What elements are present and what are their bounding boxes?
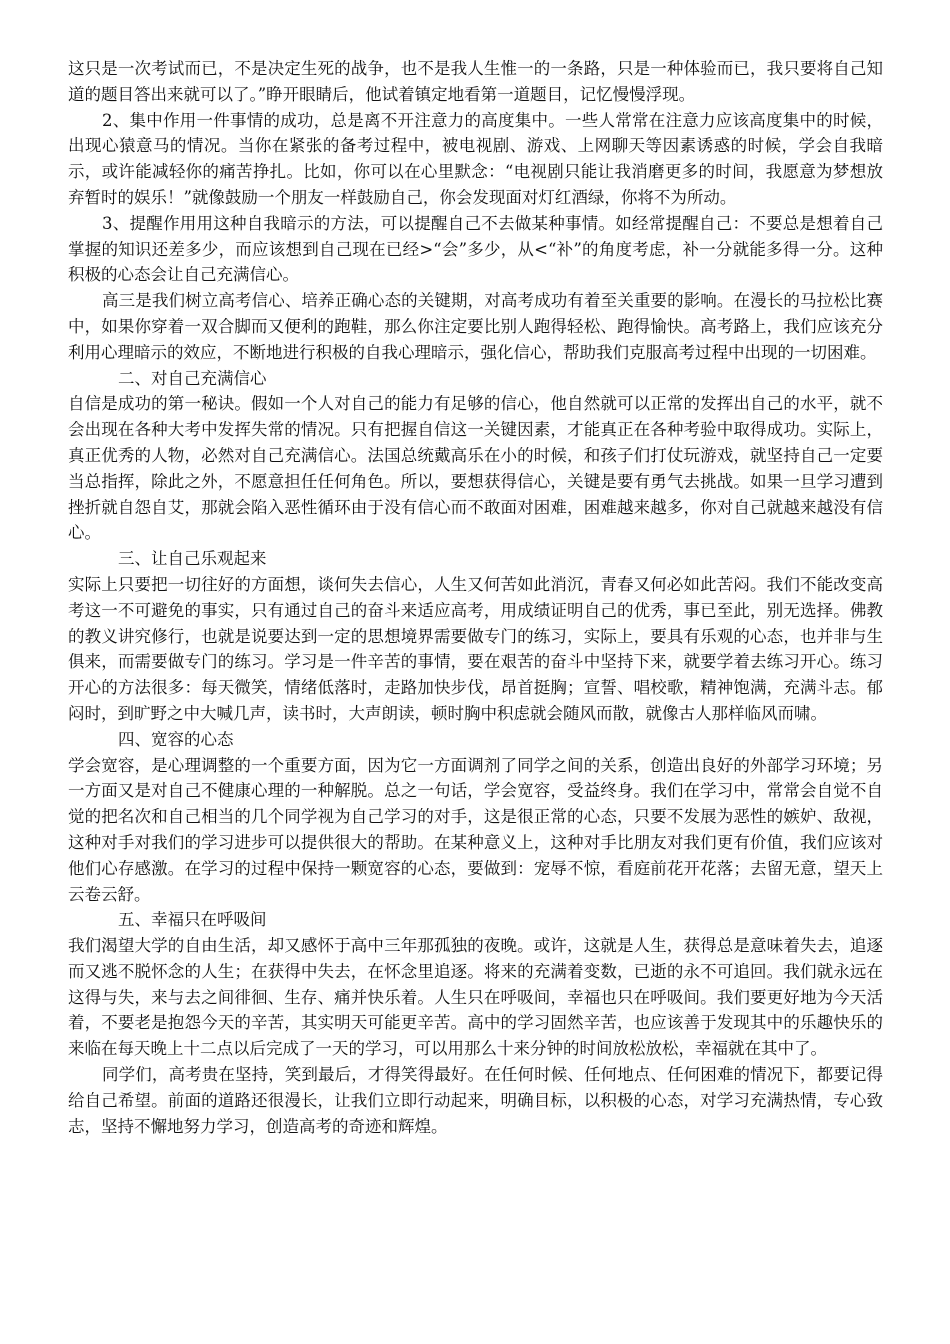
section-heading-confidence: 二、对自己充满信心 — [118, 368, 267, 388]
document-page — [68, 56, 883, 1139]
paragraph-focus-effect: 2、集中作用一件事情的成功，总是离不开注意力的高度集中。一些人常常在注意力应该高度集中的时候，出现心猿意马的情况。当你在紧张的备考过程中，被电视剧、游戏、上网聊天等因素诱惑的时候，学会自我暗示，或许能减轻你的痛苦挣扎。比如，你可以在心里默念：“电视剧只能让我消磨更多的时间，我愿意为梦想放弃暂时的娱乐！”就像鼓励一个朋友一样鼓励自己，你会发现面对灯红酒绿，你将不为所动。 — [68, 110, 883, 207]
paragraph-exam-calm: 这只是一次考试而已，不是决定生死的战争，也不是我人生惟一的一条路，只是一种体验而已，我只要将自己知道的题目答出来就可以了。”睁开眼睛后，他试着镇定地看第一道题目，记忆慢慢浮现。 — [68, 59, 883, 104]
paragraph-confidence: 自信是成功的第一秘诀。假如一个人对自己的能力有足够的信心，他自然就可以正常的发挥出自己的水平，就不会出现在各种大考中发挥失常的情况。只有把握自信这一关键因素，才能真正在各种考验中取得成功。实际上，真正优秀的人物，必然对自己充满信心。法国总统戴高乐在小的时候，和孩子们打仗玩游戏，就坚持自己一定要当总指挥，除此之外，不愿意担任任何角色。所以，要想获得信心，关键是要有勇气去挑战。如果一旦学习遭到挫折就自怨自艾，那就会陷入恶性循环由于没有信心而不敢面对困难，困难越来越多，你对自己就越来越没有信心。 — [68, 394, 883, 543]
paragraph-closing: 同学们，高考贵在坚持，笑到最后，才得笑得最好。在任何时候、任何地点、任何困难的情况下，都要记得给自己希望。前面的道路还很漫长，让我们立即行动起来，明确目标，以积极的心态，对学习充满热情，专心致志，坚持不懈地努力学习，创造高考的奇迹和辉煌。 — [68, 1065, 883, 1136]
section-heading-optimism: 三、让自己乐观起来 — [118, 549, 267, 569]
paragraph-senior-year: 高三是我们树立高考信心、培养正确心态的关键期，对高考成功有着至关重要的影响。在漫长的马拉松比赛中，如果你穿着一双合脚而又便利的跑鞋，那么你注定要比别人跑得轻松、跑得愉快。高考路上，我们应该充分利用心理暗示的效应，不断地进行积极的自我心理暗示，强化信心，帮助我们克服高考过程中出现的一切困难。 — [68, 291, 883, 362]
paragraph-reminder-effect: 3、提醒作用用这种自我暗示的方法，可以提醒自己不去做某种事情。如经常提醒自己：不要总是想着自己掌握的知识还差多少，而应该想到自己现在已经>“会”多少，从<“补”的角度考虑，补一分就能多得一分。这种积极的心态会让自己充满信心。 — [68, 213, 883, 285]
paragraph-optimism: 实际上只要把一切往好的方面想，谈何失去信心，人生又何苦如此消沉，青春又何必如此苦闷。我们不能改变高考这一不可避免的事实，只有通过自己的奋斗来适应高考，用成绩证明自己的优秀，事已至此，别无选择。佛教的教义讲究修行，也就是说要达到一定的思想境界需要做专门的练习，实际上，要具有乐观的心态，也并非与生俱来，而需要做专门的练习。学习是一件辛苦的事情，要在艰苦的奋斗中坚持下来，就要学着去练习开心。练习开心的方法很多：每天微笑，情绪低落时，走路加快步伐，昂首挺胸；宣誓、唱校歌，精神饱满，充满斗志。郁闷时，到旷野之中大喊几声，读书时，大声朗读，顿时胸中积虑就会随风而散，就像古人那样临风而啸。 — [68, 574, 883, 723]
paragraph-tolerance: 学会宽容，是心理调整的一个重要方面，因为它一方面调剂了同学之间的关系，创造出良好的外部学习环境；另一方面又是对自己不健康心理的一种解脱。总之一句话，学会宽容，受益终身。我们在学习中，常常会自觉不自觉的把名次和自己相当的几个同学视为自己学习的对手，这是很正常的心态，只要不发展为恶性的嫉妒、敌视，这种对手对我们的学习进步可以提供很大的帮助。在某种意义上，这种对手比朋友对我们更有价值，我们应该对他们心存感激。在学习的过程中保持一颗宽容的心态，要做到：宠辱不惊，看庭前花开花落；去留无意，望天上云卷云舒。 — [68, 755, 883, 904]
section-heading-tolerance: 四、宽容的心态 — [118, 729, 234, 749]
section-heading-happiness: 五、幸福只在呼吸间 — [118, 910, 267, 930]
paragraph-happiness: 我们渴望大学的自由生活，却又感怀于高中三年那孤独的夜晚。或许，这就是人生，获得总是意味着失去，追逐而又逃不脱怀念的人生；在获得中失去，在怀念里追逐。将来的充满着变数，已逝的永不可追回。我们就永远在这得与失，来与去之间徘徊、生存、痛并快乐着。人生只在呼吸间，幸福也只在呼吸间。我们要更好地为今天活着，不要老是抱怨今天的辛苦，其实明天可能更辛苦。高中的学习固然辛苦，也应该善于发现其中的乐趣快乐的来临在每天晚上十二点以后完成了一天的学习，可以用那么十来分钟的时间放松放松，幸福就在其中了。 — [68, 936, 883, 1059]
